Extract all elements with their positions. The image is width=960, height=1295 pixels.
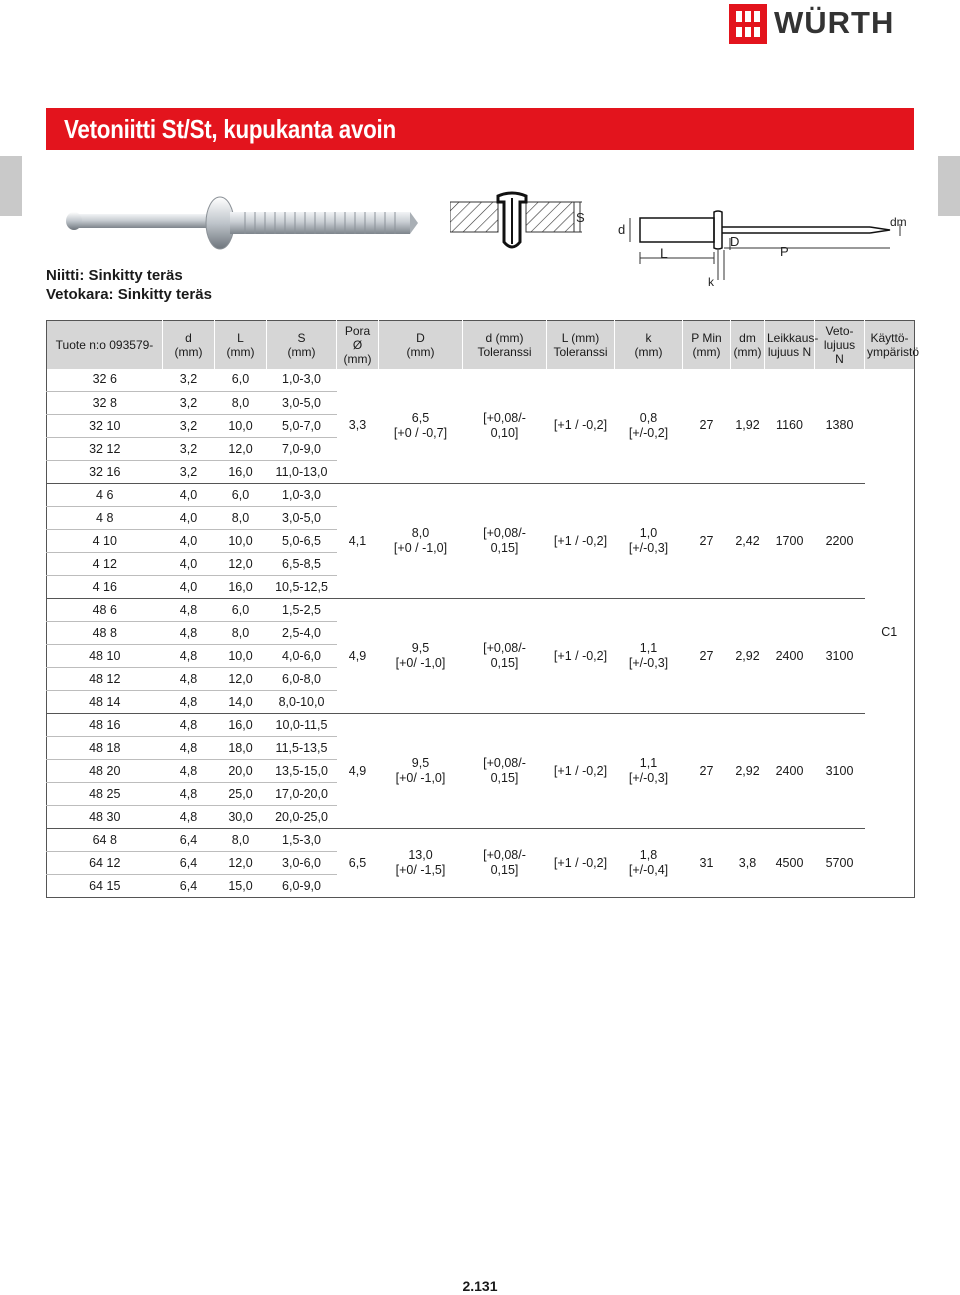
- cell-L: 14,0: [215, 691, 267, 714]
- header-tensile: Veto- lujuus N: [815, 321, 865, 369]
- cell-tensile: 3100: [815, 714, 865, 829]
- cell-tensile: 2200: [815, 484, 865, 599]
- cell-dm: 3,8: [731, 829, 765, 898]
- spec-table: [46, 320, 920, 898]
- cell-S: 1,0-3,0: [267, 369, 337, 392]
- cell-k: 1,1 [+/-0,3]: [615, 599, 683, 714]
- cell-D: 13,0 [+0/ -1,5]: [379, 829, 463, 898]
- cell-code: 48 12: [47, 668, 163, 691]
- cell-L: 8,0: [215, 507, 267, 530]
- rivet-dimension-diagram: [600, 210, 920, 294]
- cell-dm: 2,92: [731, 714, 765, 829]
- cell-pmin: 27: [683, 484, 731, 599]
- cell-dm: 2,92: [731, 599, 765, 714]
- cell-d: 4,0: [163, 530, 215, 553]
- cell-d: 4,8: [163, 760, 215, 783]
- cell-L: 10,0: [215, 645, 267, 668]
- cell-d: 3,2: [163, 438, 215, 461]
- cell-d-tol: [+0,08/- 0,10]: [463, 369, 547, 484]
- cell-S: 1,0-3,0: [267, 484, 337, 507]
- cell-L: 8,0: [215, 829, 267, 852]
- header-D: D (mm): [379, 321, 463, 369]
- cell-L: 6,0: [215, 599, 267, 622]
- cell-L: 12,0: [215, 668, 267, 691]
- cell-d: 3,2: [163, 461, 215, 484]
- cell-pora: 4,9: [337, 714, 379, 829]
- cell-code: 32 10: [47, 415, 163, 438]
- cell-tensile: 5700: [815, 829, 865, 898]
- cell-d: 4,8: [163, 668, 215, 691]
- cell-L: 12,0: [215, 438, 267, 461]
- page-number: 2.131: [462, 1278, 498, 1294]
- cell-L-tol: [+1 / -0,2]: [547, 714, 615, 829]
- header-d: d (mm): [163, 321, 215, 369]
- label-dm: dm: [890, 215, 907, 229]
- header-environment: Käyttö- ympäristö: [865, 321, 915, 369]
- cell-d-tol: [+0,08/- 0,15]: [463, 599, 547, 714]
- header-shear: Leikkaus- lujuus N: [765, 321, 815, 369]
- cell-code: 32 6: [47, 369, 163, 392]
- table-header-row: [47, 321, 915, 369]
- cell-S: 7,0-9,0: [267, 438, 337, 461]
- cell-d: 6,4: [163, 875, 215, 898]
- cell-S: 11,0-13,0: [267, 461, 337, 484]
- cell-d: 3,2: [163, 369, 215, 392]
- cell-code: 48 25: [47, 783, 163, 806]
- cell-L-tol: [+1 / -0,2]: [547, 484, 615, 599]
- cell-code: 48 16: [47, 714, 163, 737]
- header-pora: Pora Ø (mm): [337, 321, 379, 369]
- cell-L: 15,0: [215, 875, 267, 898]
- cell-pora: 4,1: [337, 484, 379, 599]
- cell-code: 32 16: [47, 461, 163, 484]
- cell-L-tol: [+1 / -0,2]: [547, 599, 615, 714]
- label-S: S: [576, 210, 585, 225]
- cell-S: 1,5-2,5: [267, 599, 337, 622]
- cell-L: 10,0: [215, 415, 267, 438]
- rivet-photo-illustration: [60, 192, 420, 254]
- cell-code: 48 30: [47, 806, 163, 829]
- label-L: L: [660, 245, 668, 261]
- logo-wordmark: WÜRTH: [774, 5, 895, 40]
- cell-code: 48 14: [47, 691, 163, 714]
- cell-pora: 6,5: [337, 829, 379, 898]
- table-row: [47, 369, 915, 392]
- cell-D: 9,5 [+0/ -1,0]: [379, 714, 463, 829]
- cell-L: 16,0: [215, 714, 267, 737]
- cell-d: 4,0: [163, 484, 215, 507]
- cell-L: 16,0: [215, 576, 267, 599]
- cell-code: 32 8: [47, 392, 163, 415]
- label-D: D: [730, 234, 740, 249]
- cell-S: 5,0-7,0: [267, 415, 337, 438]
- cell-L: 16,0: [215, 461, 267, 484]
- cell-S: 13,5-15,0: [267, 760, 337, 783]
- cell-L: 12,0: [215, 553, 267, 576]
- cell-S: 3,0-6,0: [267, 852, 337, 875]
- cell-L: 25,0: [215, 783, 267, 806]
- cell-L: 30,0: [215, 806, 267, 829]
- cell-d: 4,8: [163, 714, 215, 737]
- cell-S: 20,0-25,0: [267, 806, 337, 829]
- cell-L: 8,0: [215, 392, 267, 415]
- wurth-logo: [728, 2, 918, 46]
- cell-S: 3,0-5,0: [267, 392, 337, 415]
- cell-d-tol: [+0,08/- 0,15]: [463, 714, 547, 829]
- cell-code: 48 6: [47, 599, 163, 622]
- cell-pmin: 27: [683, 714, 731, 829]
- cell-S: 4,0-6,0: [267, 645, 337, 668]
- cell-L: 18,0: [215, 737, 267, 760]
- cell-pmin: 27: [683, 369, 731, 484]
- materials-text: [46, 266, 212, 304]
- cell-L-tol: [+1 / -0,2]: [547, 369, 615, 484]
- cell-d: 6,4: [163, 829, 215, 852]
- cell-code: 4 10: [47, 530, 163, 553]
- cell-dm: 1,92: [731, 369, 765, 484]
- cell-code: 48 8: [47, 622, 163, 645]
- cell-environment: C1: [865, 369, 915, 898]
- wurth-logo-mark-icon: [728, 2, 768, 46]
- cell-d: 3,2: [163, 392, 215, 415]
- header-dm: dm (mm): [731, 321, 765, 369]
- cell-d: 4,8: [163, 783, 215, 806]
- cell-pora: 4,9: [337, 599, 379, 714]
- table-row: [47, 484, 915, 507]
- cell-shear: 4500: [765, 829, 815, 898]
- cell-S: 6,5-8,5: [267, 553, 337, 576]
- side-tab-right: [938, 156, 960, 216]
- cell-L: 6,0: [215, 369, 267, 392]
- cell-code: 4 8: [47, 507, 163, 530]
- header-d-tolerance: d (mm) Toleranssi: [463, 321, 547, 369]
- label-P: P: [780, 244, 789, 259]
- cell-S: 5,0-6,5: [267, 530, 337, 553]
- cell-d: 4,0: [163, 576, 215, 599]
- cell-S: 6,0-9,0: [267, 875, 337, 898]
- cell-S: 10,0-11,5: [267, 714, 337, 737]
- cell-d-tol: [+0,08/- 0,15]: [463, 484, 547, 599]
- cell-code: 4 16: [47, 576, 163, 599]
- cell-k: 1,0 [+/-0,3]: [615, 484, 683, 599]
- cell-S: 3,0-5,0: [267, 507, 337, 530]
- cell-code: 48 10: [47, 645, 163, 668]
- cell-shear: 1160: [765, 369, 815, 484]
- cell-S: 10,5-12,5: [267, 576, 337, 599]
- cell-pmin: 27: [683, 599, 731, 714]
- cell-tensile: 3100: [815, 599, 865, 714]
- rivet-section-diagram: [450, 188, 590, 262]
- label-k: k: [708, 275, 714, 289]
- cell-code: 64 8: [47, 829, 163, 852]
- cell-L-tol: [+1 / -0,2]: [547, 829, 615, 898]
- label-d: d: [618, 222, 626, 237]
- cell-d-tol: [+0,08/- 0,15]: [463, 829, 547, 898]
- header-L-tolerance: L (mm) Toleranssi: [547, 321, 615, 369]
- cell-pora: 3,3: [337, 369, 379, 484]
- cell-D: 8,0 [+0 / -1,0]: [379, 484, 463, 599]
- cell-d: 4,8: [163, 737, 215, 760]
- cell-k: 1,1 [+/-0,3]: [615, 714, 683, 829]
- cell-k: 0,8 [+/-0,2]: [615, 369, 683, 484]
- cell-L: 12,0: [215, 852, 267, 875]
- cell-S: 6,0-8,0: [267, 668, 337, 691]
- cell-code: 48 18: [47, 737, 163, 760]
- cell-S: 1,5-3,0: [267, 829, 337, 852]
- cell-D: 6,5 [+0 / -0,7]: [379, 369, 463, 484]
- cell-S: 17,0-20,0: [267, 783, 337, 806]
- cell-code: 4 12: [47, 553, 163, 576]
- table-row: [47, 829, 915, 852]
- cell-S: 2,5-4,0: [267, 622, 337, 645]
- cell-S: 11,5-13,5: [267, 737, 337, 760]
- side-tab-left: [0, 156, 22, 216]
- cell-code: 48 20: [47, 760, 163, 783]
- table-row: [47, 714, 915, 737]
- table-row: [47, 599, 915, 622]
- cell-d: 3,2: [163, 415, 215, 438]
- cell-code: 64 12: [47, 852, 163, 875]
- header-code: Tuote n:o 093579-: [47, 321, 163, 369]
- cell-shear: 2400: [765, 714, 815, 829]
- cell-k: 1,8 [+/-0,4]: [615, 829, 683, 898]
- cell-code: 4 6: [47, 484, 163, 507]
- cell-d: 4,8: [163, 806, 215, 829]
- cell-d: 4,8: [163, 645, 215, 668]
- cell-shear: 2400: [765, 599, 815, 714]
- header-S: S (mm): [267, 321, 337, 369]
- header-k: k (mm): [615, 321, 683, 369]
- cell-dm: 2,42: [731, 484, 765, 599]
- cell-L: 10,0: [215, 530, 267, 553]
- header-pmin: P Min (mm): [683, 321, 731, 369]
- cell-L: 20,0: [215, 760, 267, 783]
- cell-S: 8,0-10,0: [267, 691, 337, 714]
- header-L: L (mm): [215, 321, 267, 369]
- page-title: Vetoniitti St/St, kupukanta avoin: [64, 114, 396, 144]
- cell-code: 64 15: [47, 875, 163, 898]
- cell-code: 32 12: [47, 438, 163, 461]
- cell-d: 4,0: [163, 507, 215, 530]
- title-bar: [46, 108, 914, 150]
- cell-D: 9,5 [+0/ -1,0]: [379, 599, 463, 714]
- material-mandrel: Vetokara: Sinkitty teräs: [46, 286, 212, 303]
- cell-shear: 1700: [765, 484, 815, 599]
- cell-L: 8,0: [215, 622, 267, 645]
- table-body: [47, 369, 915, 898]
- cell-d: 4,8: [163, 599, 215, 622]
- cell-L: 6,0: [215, 484, 267, 507]
- cell-pmin: 31: [683, 829, 731, 898]
- material-rivet: Niitti: Sinkitty teräs: [46, 267, 183, 284]
- cell-tensile: 1380: [815, 369, 865, 484]
- cell-d: 4,8: [163, 622, 215, 645]
- cell-d: 4,8: [163, 691, 215, 714]
- cell-d: 6,4: [163, 852, 215, 875]
- cell-d: 4,0: [163, 553, 215, 576]
